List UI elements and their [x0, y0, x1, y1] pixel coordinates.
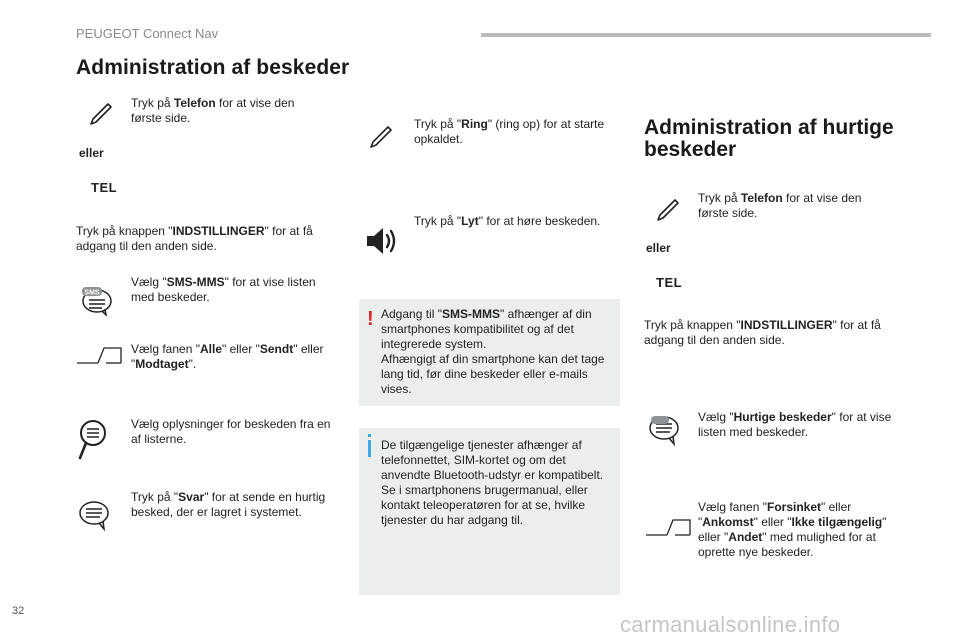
- tel-button-label: TEL: [91, 180, 118, 195]
- sms-bubble-icon: [80, 284, 114, 316]
- pencil-icon: [88, 101, 114, 127]
- list-search-icon: [78, 418, 108, 460]
- step-reply: Tryk på "Svar" for at sende en hurtig besked, der er lagret i systemet.: [131, 490, 326, 519]
- page-number: 32: [12, 605, 25, 617]
- info-text: De tilgængelige tjenester afhænger af telefonnettet, SIM-kortet og om det anvendte Bluetooth-udstyr er kompatibelt. Se i smartphonens brugermanual, eller kontakt teleoperatøren for at se, hvilke tjenester du har adgang til.: [381, 438, 604, 527]
- info-icon: [368, 440, 371, 457]
- step-telefon: Tryk på Telefon for at vise den første side.: [131, 96, 295, 125]
- pencil-icon: [368, 124, 394, 150]
- warning-box: [359, 299, 620, 406]
- step-details: Vælg oplysninger for beskeden fra en af listerne.: [131, 417, 331, 446]
- sms-badge-text: SMS: [84, 289, 100, 297]
- step-listen: Tryk på "Lyt" for at høre beskeden.: [414, 214, 601, 228]
- speaker-icon: [366, 225, 400, 257]
- step-telefon-quick: Tryk på Telefon for at vise den første side.: [698, 191, 862, 220]
- step-call: Tryk på "Ring" (ring op) for at starte opkaldet.: [414, 117, 605, 146]
- info-box: [359, 428, 620, 595]
- message-bubble-icon: [648, 413, 682, 447]
- message-bubble-icon: [78, 498, 112, 532]
- step-settings-quick: Tryk på knappen "INDSTILLINGER" for at få adgang til den anden side.: [644, 318, 881, 347]
- warning-text: Adgang til "SMS-MMS" afhænger af din smartphones kompatibilitet og af det integrerede system. Afhængigt af din smartphone kan det tage lang tid, før dine beskeder eller e-mails vises.: [381, 307, 605, 396]
- page-title: Administration af beskeder: [76, 56, 350, 79]
- header-bar: [481, 33, 931, 37]
- tab-bar-icon: [76, 345, 122, 367]
- step-settings: Tryk på knappen "INDSTILLINGER" for at få adgang til den anden side.: [76, 224, 313, 253]
- step-tabs-quick: Vælg fanen "Forsinket" eller "Ankomst" eller "Ikke tilgængelig" eller "Andet" med mulighed for at oprette nye beskeder.: [698, 500, 887, 559]
- watermark-text: carmanualsonline.info: [620, 612, 841, 637]
- header-label: PEUGEOT Connect Nav: [76, 26, 219, 41]
- tel-button-label: TEL: [656, 275, 683, 290]
- or-label: eller: [79, 146, 104, 160]
- tab-bar-icon: [645, 517, 691, 539]
- section-title-quick: Administration af hurtige beskeder: [644, 116, 894, 161]
- or-label: eller: [646, 241, 671, 255]
- warning-icon: !: [367, 308, 374, 330]
- step-sms-mms: Vælg "SMS-MMS" for at vise listen med beskeder.: [131, 275, 316, 304]
- step-quick-messages: Vælg "Hurtige beskeder" for at vise listen med beskeder.: [698, 410, 892, 439]
- pencil-icon: [655, 197, 681, 223]
- step-tabs: Vælg fanen "Alle" eller "Sendt" eller "Modtaget".: [131, 342, 324, 371]
